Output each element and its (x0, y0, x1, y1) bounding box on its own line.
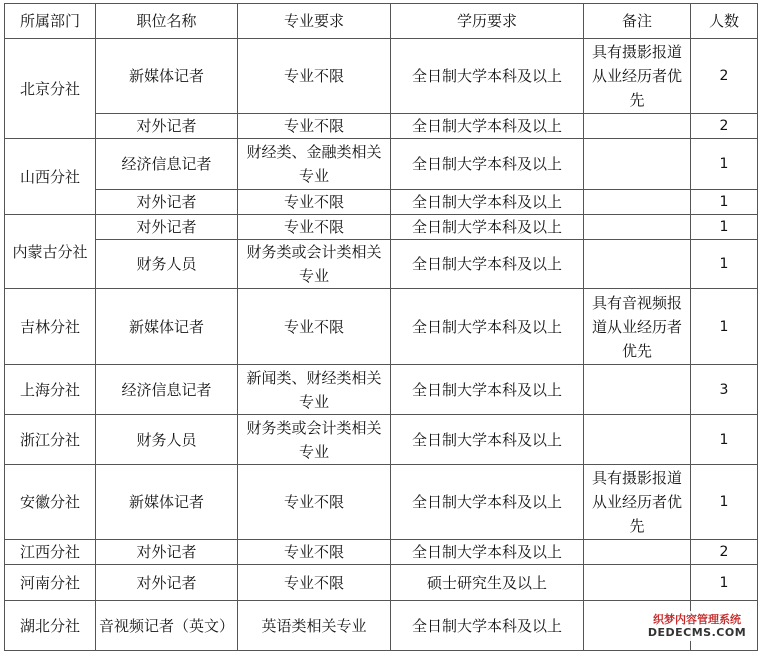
major-cell: 专业不限 (238, 114, 391, 139)
dept-cell: 浙江分社 (5, 415, 96, 465)
header-note: 备注 (584, 4, 691, 39)
count-cell: 2 (691, 39, 758, 114)
position-cell: 对外记者 (96, 114, 238, 139)
position-cell: 对外记者 (96, 215, 238, 240)
dept-cell: 湖北分社 (5, 601, 96, 651)
count-cell: 1 (691, 139, 758, 190)
dept-cell: 安徽分社 (5, 465, 96, 540)
watermark-logo (639, 611, 755, 641)
table-row (5, 540, 758, 565)
table-row (5, 565, 758, 601)
count-cell: 1 (691, 465, 758, 540)
header-count: 人数 (691, 4, 758, 39)
dept-cell: 山西分社 (5, 139, 96, 215)
recruitment-table (4, 3, 758, 651)
note-cell (584, 240, 691, 289)
dept-cell: 上海分社 (5, 365, 96, 415)
table-row (5, 114, 758, 139)
count-cell: 1 (691, 565, 758, 601)
education-cell: 全日制大学本科及以上 (391, 465, 584, 540)
table-row (5, 215, 758, 240)
note-cell (584, 540, 691, 565)
major-cell: 专业不限 (238, 465, 391, 540)
major-cell: 财务类或会计类相关专业 (238, 415, 391, 465)
position-cell: 财务人员 (96, 415, 238, 465)
note-cell (584, 114, 691, 139)
count-cell: 2 (691, 540, 758, 565)
table-row (5, 465, 758, 540)
note-cell (584, 139, 691, 190)
major-cell: 专业不限 (238, 190, 391, 215)
watermark-line2: DEDECMS.COM (647, 626, 747, 639)
position-cell: 新媒体记者 (96, 39, 238, 114)
major-cell: 专业不限 (238, 215, 391, 240)
major-cell: 专业不限 (238, 39, 391, 114)
position-cell: 新媒体记者 (96, 465, 238, 540)
count-cell: 1 (691, 415, 758, 465)
education-cell: 全日制大学本科及以上 (391, 39, 584, 114)
count-cell: 1 (691, 190, 758, 215)
position-cell: 对外记者 (96, 540, 238, 565)
note-cell: 具有音视频报道从业经历者优先 (584, 289, 691, 365)
dept-cell: 吉林分社 (5, 289, 96, 365)
count-cell: 1 (691, 289, 758, 365)
header-education: 学历要求 (391, 4, 584, 39)
education-cell: 全日制大学本科及以上 (391, 139, 584, 190)
count-cell: 2 (691, 114, 758, 139)
education-cell: 全日制大学本科及以上 (391, 365, 584, 415)
table-row (5, 415, 758, 465)
note-cell (584, 190, 691, 215)
count-cell: 3 (691, 365, 758, 415)
dept-cell: 北京分社 (5, 39, 96, 139)
table-row (5, 289, 758, 365)
note-cell: 具有摄影报道从业经历者优先 (584, 39, 691, 114)
major-cell: 财务类或会计类相关专业 (238, 240, 391, 289)
education-cell: 硕士研究生及以上 (391, 565, 584, 601)
count-cell: 1 (691, 215, 758, 240)
watermark-line1: 织梦内容管理系统 (653, 613, 741, 626)
education-cell: 全日制大学本科及以上 (391, 289, 584, 365)
header-position: 职位名称 (96, 4, 238, 39)
position-cell: 对外记者 (96, 565, 238, 601)
major-cell: 专业不限 (238, 565, 391, 601)
education-cell: 全日制大学本科及以上 (391, 190, 584, 215)
major-cell: 新闻类、财经类相关专业 (238, 365, 391, 415)
major-cell: 英语类相关专业 (238, 601, 391, 651)
count-cell: 1 (691, 240, 758, 289)
header-major: 专业要求 (238, 4, 391, 39)
position-cell: 经济信息记者 (96, 139, 238, 190)
table-row (5, 39, 758, 114)
dept-cell: 江西分社 (5, 540, 96, 565)
table-row (5, 365, 758, 415)
position-cell: 对外记者 (96, 190, 238, 215)
major-cell: 财经类、金融类相关专业 (238, 139, 391, 190)
education-cell: 全日制大学本科及以上 (391, 601, 584, 651)
education-cell: 全日制大学本科及以上 (391, 415, 584, 465)
position-cell: 音视频记者（英文） (96, 601, 238, 651)
education-cell: 全日制大学本科及以上 (391, 215, 584, 240)
position-cell: 新媒体记者 (96, 289, 238, 365)
education-cell: 全日制大学本科及以上 (391, 540, 584, 565)
dept-cell: 内蒙古分社 (5, 215, 96, 289)
note-cell: 具有摄影报道从业经历者优先 (584, 465, 691, 540)
education-cell: 全日制大学本科及以上 (391, 114, 584, 139)
note-cell (584, 365, 691, 415)
position-cell: 经济信息记者 (96, 365, 238, 415)
table-row (5, 240, 758, 289)
major-cell: 专业不限 (238, 540, 391, 565)
note-cell (584, 565, 691, 601)
header-dept: 所属部门 (5, 4, 96, 39)
position-cell: 财务人员 (96, 240, 238, 289)
education-cell: 全日制大学本科及以上 (391, 240, 584, 289)
dept-cell: 河南分社 (5, 565, 96, 601)
table-row (5, 190, 758, 215)
header-row (5, 4, 758, 39)
table-row (5, 139, 758, 190)
note-cell (584, 215, 691, 240)
note-cell (584, 415, 691, 465)
major-cell: 专业不限 (238, 289, 391, 365)
